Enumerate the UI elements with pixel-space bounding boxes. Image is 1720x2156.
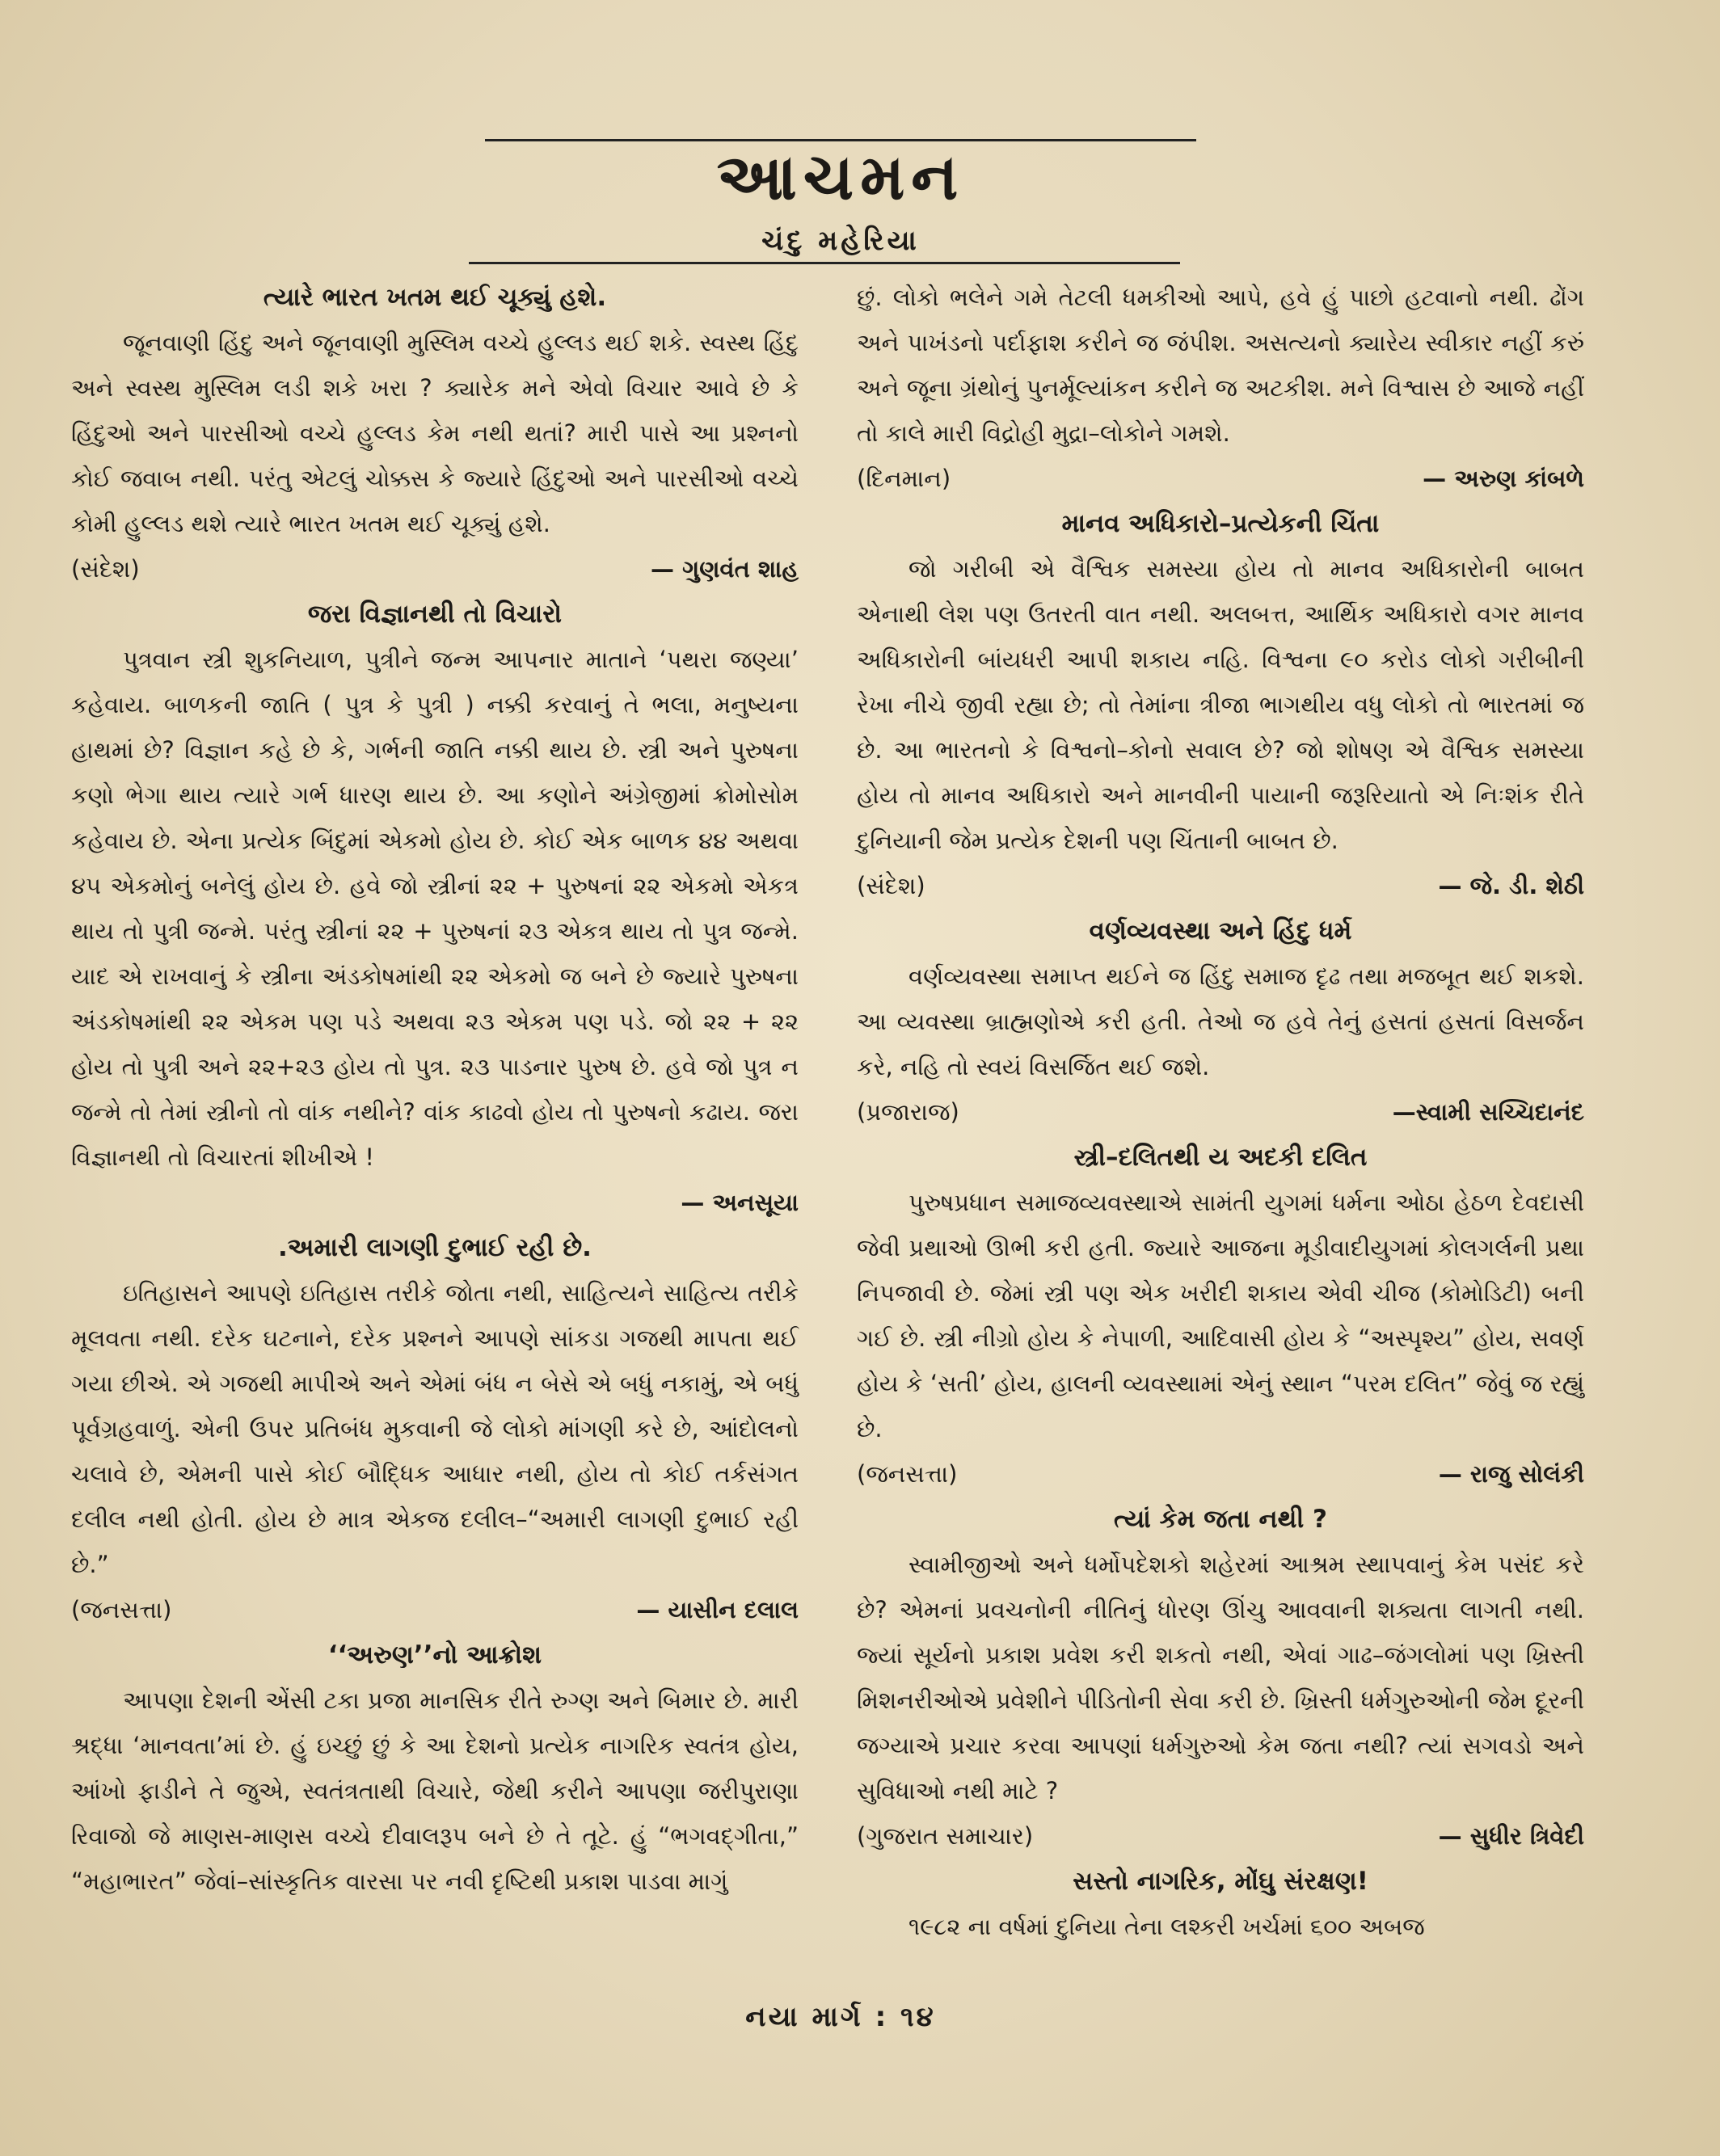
- article: [71, 275, 799, 592]
- article: [71, 1632, 799, 1904]
- article-source: (સંદેશ): [857, 872, 925, 899]
- article-title: સ્ત્રી–દલિતથી ય અદકી દલિત: [1073, 1143, 1368, 1172]
- article: [857, 1135, 1584, 1497]
- article-title: ‘‘અરુણ’’નો આક્રોશ: [327, 1640, 542, 1670]
- article-author: —સ્વામી સચ્ચિદાનંદ: [1392, 1098, 1584, 1126]
- column-author: ચંદુ મહેરિયા: [761, 225, 920, 257]
- article-body: વર્ણવ્યવસ્થા સમાપ્ત થઈને જ હિંદુ સમાજ દૃઢ તથા મજબૂત થઈ શકશે. આ વ્યવસ્થા બ્રાહ્મણોએ કરી હતી. તેઓ જ હવે તેનું હસતાં હસતાં વિસર્જન કરે, નહિ તો સ્વયં વિસર્જિત થઈ જશે.: [857, 962, 1584, 1080]
- article-attribution: [71, 546, 799, 592]
- article-attribution: [857, 863, 1584, 908]
- article-source: (ગુજરાત સમાચાર): [857, 1822, 1034, 1850]
- article-title: ત્યાં કેમ જતા નથી ?: [1113, 1505, 1328, 1534]
- article-attribution: [857, 1451, 1584, 1497]
- left-column: [71, 275, 799, 1904]
- article-source: (દિનમાન): [857, 465, 951, 492]
- page-footer: નયા માર્ગ : ૧૪: [745, 2001, 936, 2033]
- article-author: — જે. ડી. શેઠી: [1438, 872, 1584, 899]
- article-title: સસ્તો નાગરિક, મોંઘુ સંરક્ષણ!: [1073, 1867, 1368, 1896]
- article-title: વર્ણવ્યવસ્થા અને હિંદુ ધર્મ: [1089, 916, 1352, 945]
- article: [857, 1497, 1584, 1859]
- article-title: જરા વિજ્ઞાનથી તો વિચારો: [307, 600, 563, 629]
- article-attribution: [857, 456, 1584, 501]
- article-body: જૂનવાણી હિંદુ અને જૂનવાણી મુસ્લિમ વચ્ચે હુલ્લડ થઈ શકે. સ્વસ્થ હિંદુ અને સ્વસ્થ મુસ્લિમ લડી શકે ખરા ? ક્યારેક મને એવો વિચાર આવે છે કે હિંદુઓ અને પારસીઓ વચ્ચે હુલ્લડ કેમ નથી થતાં? મારી પાસે આ પ્રશ્નનો કોઈ જવાબ નથી. પરંતુ એટલું ચોક્કસ કે જ્યારે હિંદુઓ અને પારસીઓ વચ્ચે કોમી હુલ્લડ થશે ત્યારે ભારત ખતમ થઈ ચૂક્યું હશે.: [71, 329, 799, 537]
- article-body: જો ગરીબી એ વૈશ્વિક સમસ્યા હોય તો માનવ અધિકારોની બાબત એનાથી લેશ પણ ઉતરતી વાત નથી. અલબત્ત, આર્થિક અધિકારો વગર માનવ અધિકારોની બાંયધરી આપી શકાય નહિ. વિશ્વના ૯૦ કરોડ લોકો ગરીબીની રેખા નીચે જીવી રહ્યા છે; તો તેમાંના ત્રીજા ભાગથીય વધુ લોકો તો ભારતમાં જ છે. આ ભારતનો કે વિશ્વનો–કોનો સવાલ છે? જો શોષણ એ વૈશ્વિક સમસ્યા હોય તો માનવ અધિકારો અને માનવીની પાયાની જરૂરિયાતો એ નિઃશંક રીતે દુનિયાની જેમ પ્રત્યેક દેશની પણ ચિંતાની બાબત છે.: [857, 555, 1584, 854]
- article-body: સ્વામીજીઓ અને ધર્મોપદેશકો શહેરમાં આશ્રમ સ્થાપવાનું કેમ પસંદ કરે છે? એમનાં પ્રવચનોની નીતિનું ધોરણ ઊંચુ આવવાની શક્યતા લાગતી નથી. જ્યાં સૂર્યનો પ્રકાશ પ્રવેશ કરી શકતો નથી, એવાં ગાઢ–જંગલોમાં પણ ખ્રિસ્તી મિશનરીઓએ પ્રવેશીને પીડિતોની સેવા કરી છે. ખ્રિસ્તી ધર્મગુરુઓની જેમ દૂરની જગ્યાએ પ્રચાર કરવા આપણાં ધર્મગુરુઓ કેમ જતા નથી? ત્યાં સગવડો અને સુવિધાઓ નથી માટે ?: [857, 1551, 1584, 1804]
- article-title: .અમારી લાગણી દુભાઈ રહી છે.: [278, 1233, 592, 1262]
- article-body: પુરુષપ્રધાન સમાજવ્યવસ્થાએ સામંતી યુગમાં ધર્મના ઓઠા હેઠળ દેવદાસી જેવી પ્રથાઓ ઊભી કરી હતી. જ્યારે આજના મૂડીવાદીયુગમાં કોલગર્લની પ્રથા નિપજાવી છે. જેમાં સ્ત્રી પણ એક ખરીદી શકાય એવી ચીજ (કોમોડિટી) બની ગઈ છે. સ્ત્રી નીગ્રો હોય કે નેપાળી, આદિવાસી હોય કે “અસ્પૃશ્ય” હોય, સવર્ણ હોય કે ‘સતી’ હોય, હાલની વ્યવસ્થામાં એનું સ્થાન “પરમ દલિત” જેવું જ રહ્યું છે.: [857, 1189, 1584, 1442]
- article-source: (પ્રજારાજ): [857, 1098, 959, 1126]
- article-body: આપણા દેશની એંસી ટકા પ્રજા માનસિક રીતે રુગ્ણ અને બિમાર છે. મારી શ્રદ્ધા ‘માનવતા’માં છે. હું ઇચ્છું છું કે આ દેશનો પ્રત્યેક નાગરિક સ્વતંત્ર હોય, આંખો ફાડીને તે જુએ, સ્વતંત્રતાથી વિચારે, જેથી કરીને આપણા જરીપુરાણા રિવાજો જે માણસ-માણસ વચ્ચે દીવાલરૂપ બને છે તે તૂટે. હું “ભગવદ્ગીતા,” “મહાભારત” જેવાં–સાંસ્કૃતિક વારસા પર નવી દૃષ્ટિથી પ્રકાશ પાડવા માગું: [71, 1686, 799, 1895]
- article-author: — યાસીન દલાલ: [636, 1596, 799, 1623]
- article-body: ૧૯૮૨ ના વર્ષમાં દુનિયા તેના લશ્કરી ખર્ચમાં ૬૦૦ અબજ: [908, 1913, 1425, 1940]
- article: [71, 1225, 799, 1632]
- article: [857, 275, 1584, 501]
- article: [857, 501, 1584, 908]
- right-column: [857, 275, 1584, 1949]
- article: [857, 1859, 1584, 1949]
- article-author: — સુધીર ત્રિવેદી: [1438, 1822, 1584, 1850]
- article-attribution: [857, 1813, 1584, 1859]
- article-author: — અનસૂયા: [681, 1189, 799, 1216]
- article-author: — રાજુ સોલંકી: [1438, 1460, 1584, 1488]
- article-title: ત્યારે ભારત ખતમ થઈ ચૂક્યું હશે.: [263, 283, 607, 312]
- article-source: (સંદેશ): [71, 555, 140, 583]
- article-attribution: [71, 1180, 799, 1225]
- article: [857, 908, 1584, 1135]
- article-attribution: [857, 1089, 1584, 1135]
- article-source: (જનસત્તા): [857, 1460, 958, 1488]
- article-body: ઇતિહાસને આપણે ઇતિહાસ તરીકે જોતા નથી, સાહિત્યને સાહિત્ય તરીકે મૂલવતા નથી. દરેક ઘટનાને, દરેક પ્રશ્નને આપણે સાંકડા ગજથી માપતા થઈ ગયા છીએ. એ ગજથી માપીએ અને એમાં બંધ ન બેસે એ બધું નકામું, એ બધું પૂર્વગ્રહવાળું. એની ઉપર પ્રતિબંધ મુકવાની જે લોકો માંગણી કરે છે, આંદોલનો ચલાવે છે, એમની પાસે કોઈ બૌદ્ધિક આધાર નથી, હોય તો કોઈ તર્કસંગત દલીલ નથી હોતી. હોય છે માત્ર એકજ દલીલ–“અમારી લાગણી દુભાઈ રહી છે.”: [71, 1279, 799, 1578]
- article-body-continued: છું. લોકો ભલેને ગમે તેટલી ધમકીઓ આપે, હવે હું પાછો હટવાનો નથી. ઢોંગ અને પાખંડનો પર્દાફાશ કરીને જ જંપીશ. અસત્યનો ક્યારેય સ્વીકાર નહીં કરું અને જૂના ગ્રંથોનું પુનર્મૂલ્યાંકન કરીને જ અટકીશ. મને વિશ્વાસ છે આજે નહીં તો કાલે મારી વિદ્રોહી મુદ્રા–લોકોને ગમશે.: [857, 284, 1584, 447]
- article-title: માનવ અધિકારો–પ્રત્યેકની ચિંતા: [1061, 509, 1380, 538]
- article-body: પુત્રવાન સ્ત્રી શુકનિયાળ, પુત્રીને જન્મ આપનાર માતાને ‘પથરા જણ્યા’ કહેવાય. બાળકની જાતિ ( પુત્ર કે પુત્રી ) નક્કી કરવાનું તે ભલા, મનુષ્યના હાથમાં છે? વિજ્ઞાન કહે છે કે, ગર્ભની જાતિ નક્કી થાય છે. સ્ત્રી અને પુરુષના કણો ભેગા થાય ત્યારે ગર્ભ ધારણ થાય છે. આ કણોને અંગ્રેજીમાં ક્રોમોસોમ કહેવાય છે. એના પ્રત્યેક બિંદુમાં એકમો હોય છે. કોઈ એક બાળક ૪૪ અથવા ૪૫ એકમોનું બનેલું હોય છે. હવે જો સ્ત્રીનાં ૨૨ + પુરુષનાં ૨૨ એકમો એકત્ર થાય તો પુત્રી જન્મે. પરંતુ સ્ત્રીનાં ૨૨ + પુરુષનાં ૨૩ એકત્ર થાય તો પુત્ર જન્મે. યાદ એ રાખવાનું કે સ્ત્રીના અંડકોષમાંથી ૨૨ એકમો જ બને છે જ્યારે પુરુષના અંડકોષમાંથી ૨૨ એકમ પણ પડે અથવા ૨૩ એકમ પણ પડે. જો ૨૨ + ૨૨ હોય તો પુત્રી અને ૨૨+૨૩ હોય તો પુત્ર. ૨૩ પાડનાર પુરુષ છે. હવે જો પુત્ર ન જન્મે તો તેમાં સ્ત્રીનો તો વાંક નથીને? વાંક કાઢવો હોય તો પુરુષનો કઢાય. જરા વિજ્ઞાનથી તો વિચારતાં શીખીએ !: [71, 646, 799, 1171]
- page-title: આચમન: [716, 141, 965, 214]
- article-source: (જનસત્તા): [71, 1596, 172, 1623]
- article-author: — ગુણવંત શાહ: [650, 555, 799, 583]
- article: [71, 592, 799, 1225]
- article-attribution: [71, 1587, 799, 1632]
- article-author: — અરુણ કાંબળે: [1423, 465, 1584, 492]
- title-bottom-rule: [469, 262, 1180, 264]
